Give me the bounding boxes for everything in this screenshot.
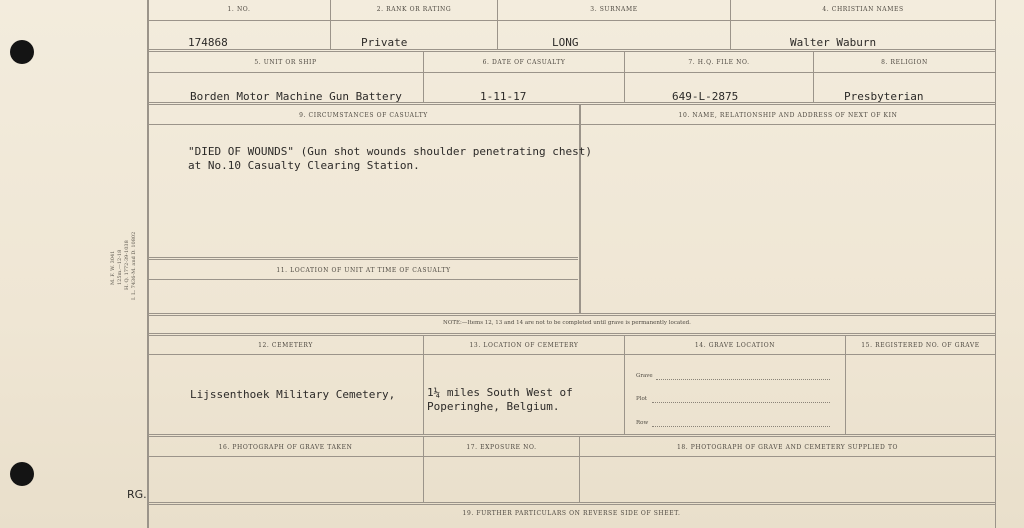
corner-code: RG. — [127, 488, 147, 501]
row-line — [148, 502, 995, 505]
label-cemetery: 12. CEMETERY — [258, 342, 313, 349]
value-circumstances: "DIED OF WOUNDS" (Gun shot wounds shoulder penetrating chest) at No.10 Casualty Clearing Station. — [188, 145, 592, 172]
column-line — [624, 336, 625, 434]
label-photo-taken: 16. PHOTOGRAPH OF GRAVE TAKEN — [218, 444, 353, 451]
row-line — [148, 124, 995, 125]
value-christian-names: Walter Waburn — [790, 36, 877, 49]
side-print-1: M. F. W. 3041 — [110, 250, 116, 285]
label-no: 1. NO. — [227, 6, 251, 13]
value-unit: Borden Motor Machine Gun Battery — [190, 90, 402, 103]
row-line — [148, 49, 995, 52]
label-rank: 2. RANK OR RATING — [376, 6, 452, 13]
side-print-3: H. Q. 1772-39-1038 — [124, 240, 130, 290]
row-line — [148, 434, 995, 437]
row-line — [148, 313, 995, 316]
label-circumstances: 9. CIRCUMSTANCES OF CASUALTY — [299, 112, 428, 119]
label-surname: 3. SURNAME — [590, 6, 638, 13]
column-line — [423, 336, 424, 434]
row-line — [148, 456, 995, 457]
label-location-unit: 11. LOCATION OF UNIT AT TIME OF CASUALTY — [276, 267, 451, 274]
label-exposure: 17. EXPOSURE NO. — [466, 444, 537, 451]
side-print-4: I. L. 7436-M. and D. 10802 — [131, 231, 137, 300]
label-next-of-kin: 10. NAME, RELATIONSHIP AND ADDRESS OF NEXT OF KIN — [678, 112, 898, 119]
label-christian-names: 4. CHRISTIAN NAMES — [822, 6, 904, 13]
label-location-cemetery: 13. LOCATION OF CEMETERY — [469, 342, 579, 349]
row-line — [148, 279, 578, 280]
label-row: Row — [636, 420, 649, 426]
row-line — [148, 354, 995, 355]
label-plot: Plot — [636, 396, 647, 402]
row-line — [148, 333, 995, 336]
label-registered-no: 15. REGISTERED NO. OF GRAVE — [861, 342, 980, 349]
label-grave-location: 14. GRAVE LOCATION — [694, 342, 776, 349]
punch-hole-top — [10, 40, 34, 64]
grave-dotted-line — [656, 379, 830, 380]
label-photo-supplied: 18. PHOTOGRAPH OF GRAVE AND CEMETERY SUPPLIED TO — [676, 444, 899, 451]
row-line — [148, 257, 578, 260]
side-print-2: 125m.—12-18 — [117, 249, 123, 285]
value-religion: Presbyterian — [844, 90, 924, 103]
label-grave: Grave — [636, 373, 653, 379]
value-cemetery: Lijssenthoek Military Cemetery, — [190, 388, 396, 401]
value-no: 174868 — [188, 36, 228, 49]
label-religion: 8. RELIGION — [881, 59, 928, 66]
row-dotted-line — [652, 426, 830, 427]
punch-hole-bottom — [10, 462, 34, 486]
value-location-cemetery: 1¼ miles South West of Poperinghe, Belgium. — [427, 386, 573, 413]
value-rank: Private — [361, 36, 408, 49]
label-further-particulars: 19. FURTHER PARTICULARS ON REVERSE SIDE OF SHEET. — [462, 510, 681, 517]
value-hq-file: 649-L-2875 — [672, 90, 739, 103]
value-date: 1-11-17 — [480, 90, 527, 103]
note-text: NOTE:—Items 12, 13 and 14 are not to be completed until grave is permanently located. — [443, 320, 691, 326]
label-unit: 5. UNIT OR SHIP — [254, 59, 317, 66]
column-line — [579, 105, 581, 313]
row-line — [148, 20, 995, 21]
value-surname: LONG — [552, 36, 579, 49]
column-line — [845, 336, 846, 434]
plot-dotted-line — [652, 402, 830, 403]
right-frame-line — [995, 0, 996, 528]
label-hq-file: 7. H.Q. FILE NO. — [688, 59, 750, 66]
row-line — [148, 72, 995, 73]
label-date: 6. DATE OF CASUALTY — [482, 59, 566, 66]
